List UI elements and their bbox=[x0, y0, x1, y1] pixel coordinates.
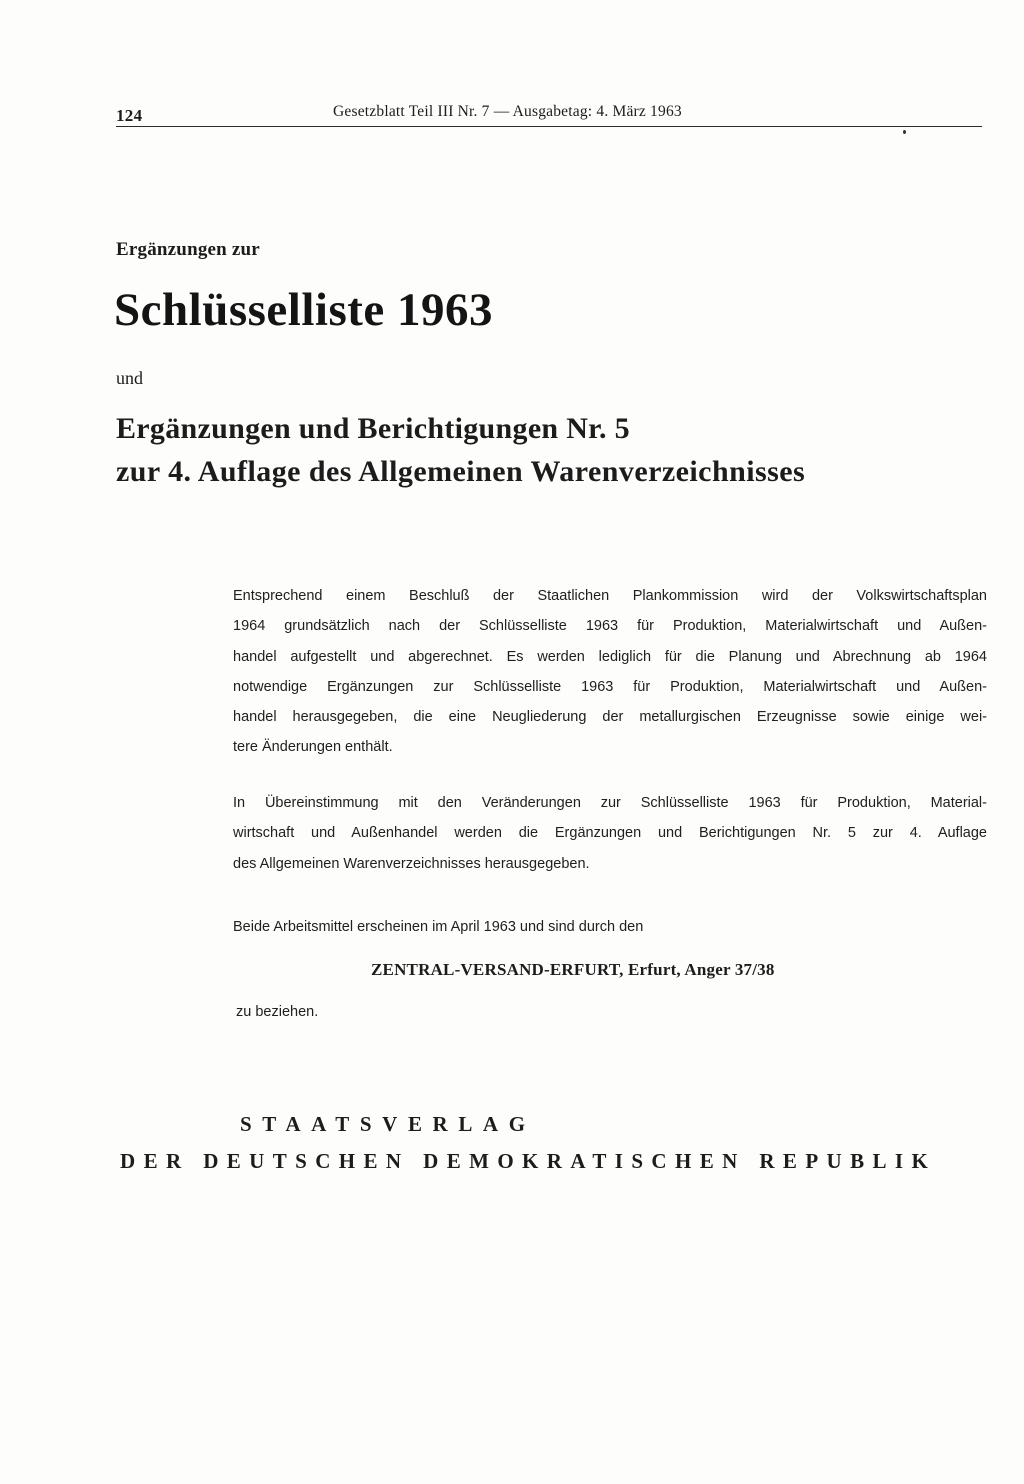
print-speck bbox=[903, 130, 906, 134]
subtitle-line-1: Ergänzungen und Berichtigungen Nr. 5 bbox=[116, 412, 630, 445]
page-title: Schlüsselliste 1963 bbox=[114, 284, 494, 336]
publisher-country: DER DEUTSCHEN DEMOKRATISCHEN REPUBLIK bbox=[120, 1149, 937, 1173]
subtitle-line-2: zur 4. Auflage des Allgemeinen Warenverzeichnisses bbox=[116, 455, 806, 488]
paragraph-line: handel aufgestellt und abgerechnet. Es werden lediglich für die Planung und Abrechnung ab 1964 bbox=[233, 648, 987, 665]
paragraph-3 bbox=[233, 912, 987, 942]
running-header bbox=[116, 100, 982, 127]
paragraph-line: tere Änderungen enthält. bbox=[233, 739, 393, 756]
closing-text: zu beziehen. bbox=[236, 1004, 319, 1020]
paragraph-line: handel herausgegeben, die eine Neugliederung der metallurgischen Erzeugnisse sowie einige wei- bbox=[233, 709, 987, 726]
paragraph-line: 1964 grundsätzlich nach der Schlüsselliste 1963 für Produktion, Materialwirtschaft und Außen- bbox=[233, 618, 987, 635]
paragraph-1 bbox=[233, 581, 987, 763]
paragraph-line: Entsprechend einem Beschluß der Staatlichen Plankommission wird der Volkswirtschaftsplan bbox=[233, 588, 987, 604]
distributor-address: ZENTRAL-VERSAND-ERFURT, Erfurt, Anger 37/38 bbox=[371, 960, 775, 979]
title-pre: Ergänzungen zur bbox=[116, 239, 260, 260]
paragraph-line: In Übereinstimmung mit den Veränderungen zur Schlüsselliste 1963 für Produktion, Material- bbox=[233, 795, 987, 811]
paragraph-line: notwendige Ergänzungen zur Schlüsselliste 1963 für Produktion, Materialwirtschaft und Außen- bbox=[233, 678, 987, 695]
page-number: 124 bbox=[116, 106, 143, 125]
paragraph-line: Beide Arbeitsmittel erscheinen im April 1963 und sind durch den bbox=[233, 919, 644, 935]
publisher-name: STAATSVERLAG bbox=[240, 1112, 536, 1136]
title-conjunction: und bbox=[116, 368, 143, 388]
paragraph-2 bbox=[233, 788, 987, 879]
paragraph-line: des Allgemeinen Warenverzeichnisses herausgegeben. bbox=[233, 855, 590, 872]
paragraph-line: wirtschaft und Außenhandel werden die Ergänzungen und Berichtigungen Nr. 5 zur 4. Auflage bbox=[233, 825, 987, 842]
gazette-header-title: Gesetzblatt Teil III Nr. 7 — Ausgabetag: 4. März 1963 bbox=[333, 103, 682, 120]
